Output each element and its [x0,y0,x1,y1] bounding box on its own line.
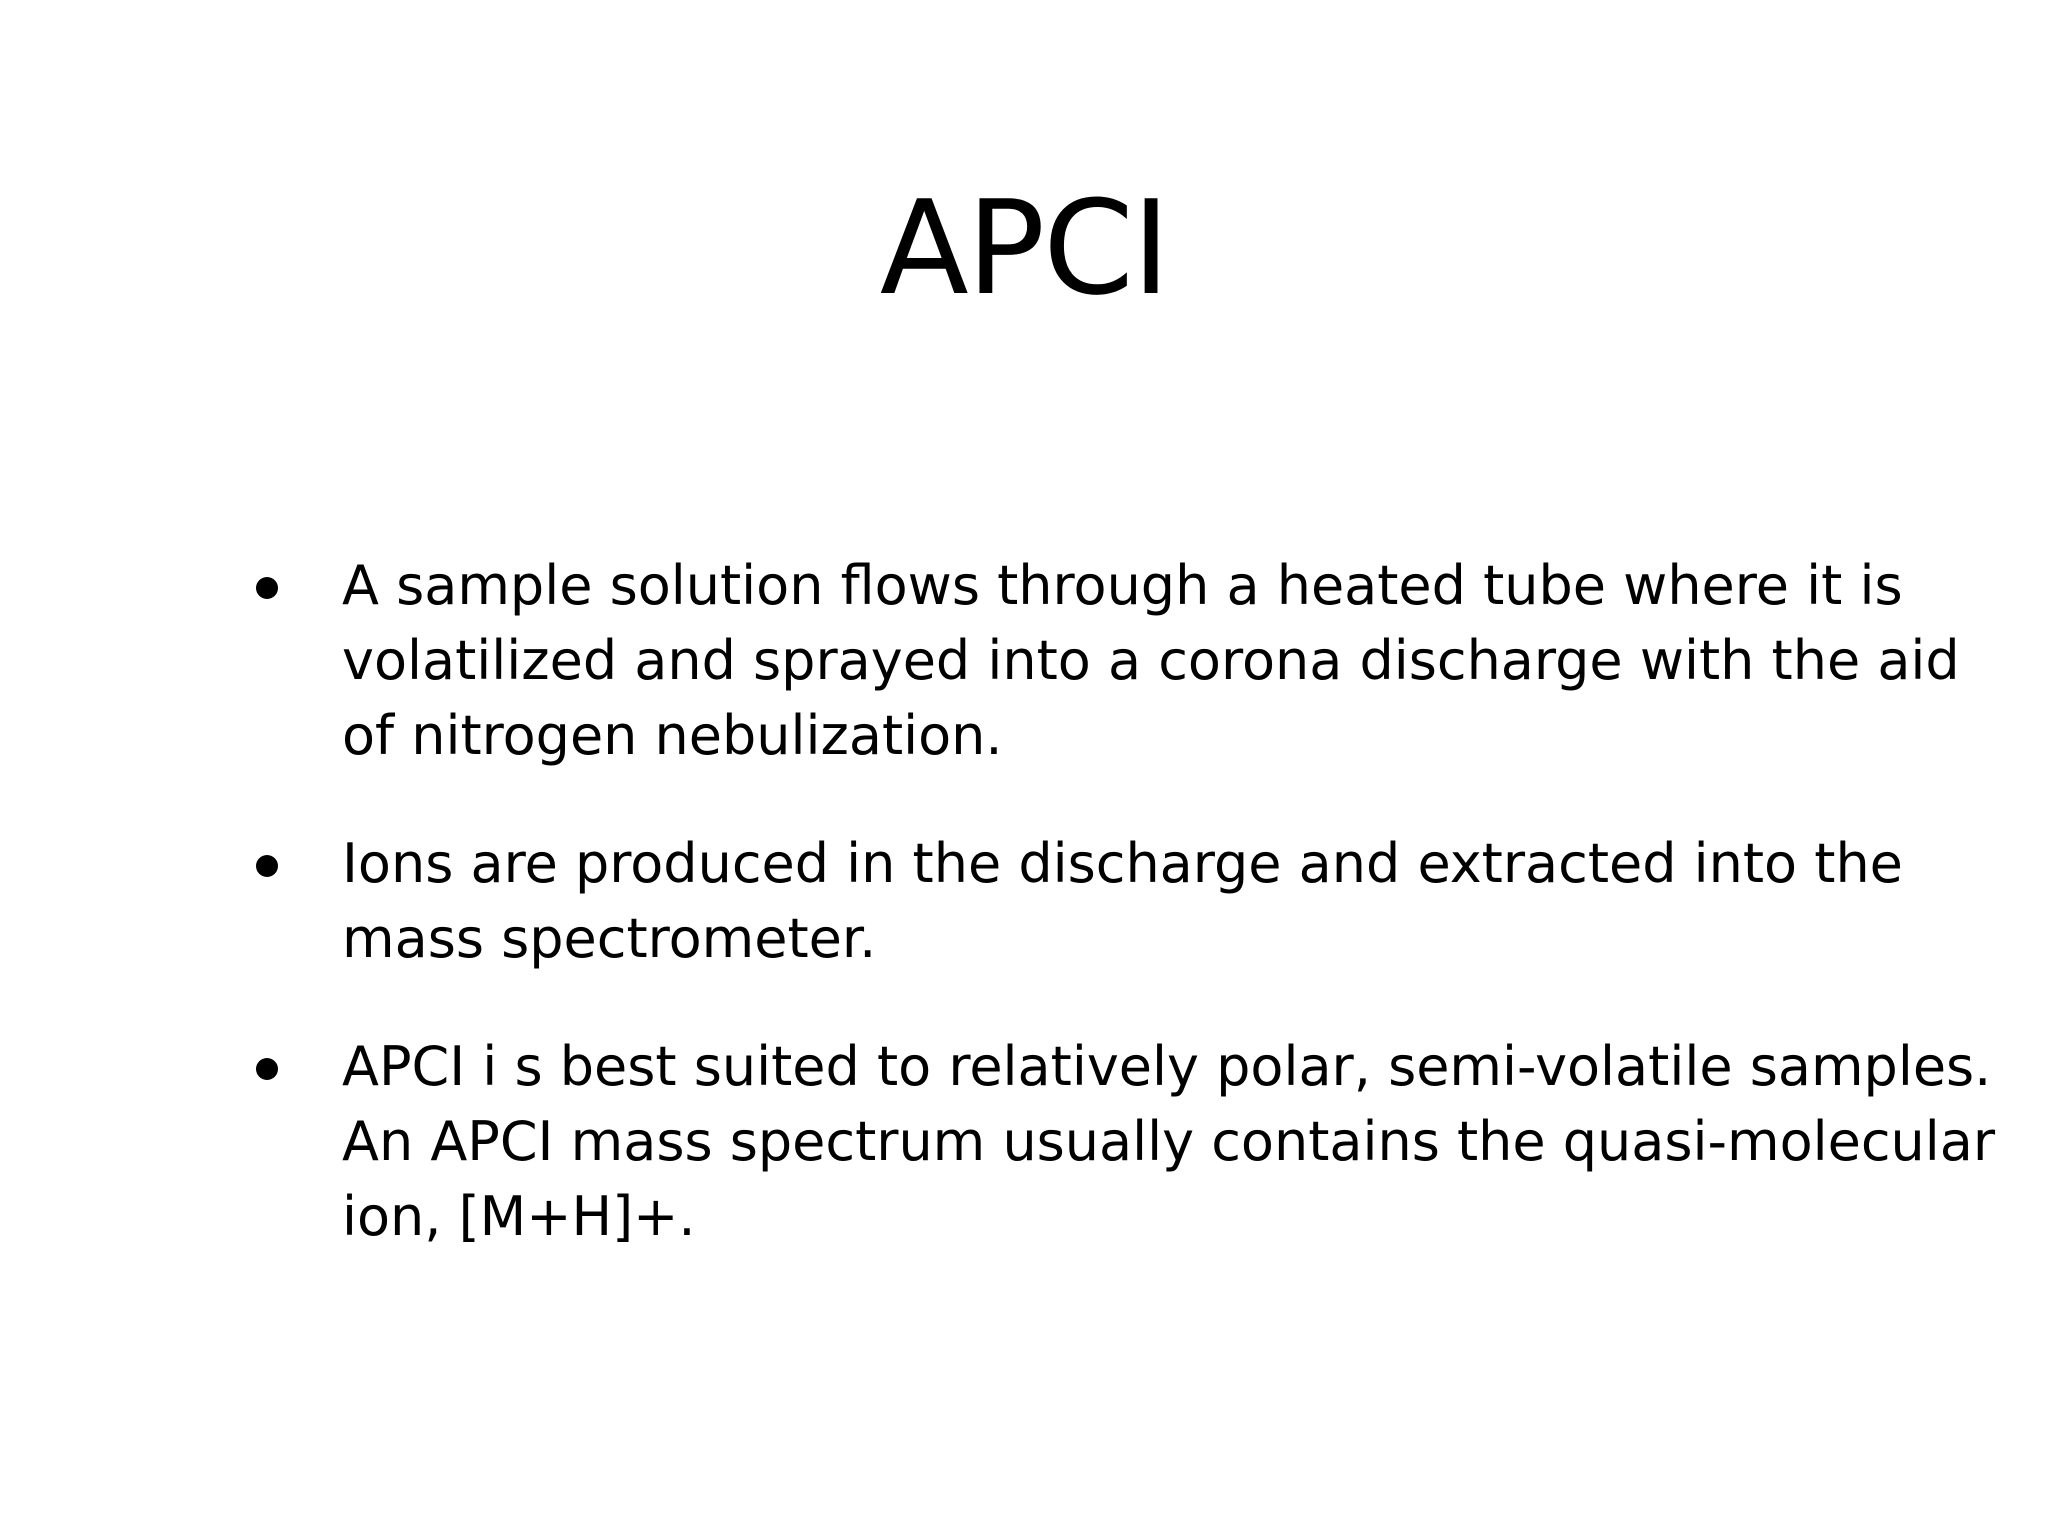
bullet-text-line: APCI i s best suited to relatively polar, semi-volatile samples. [342,1035,1992,1098]
bullet-text-line: of nitrogen nebulization. [342,704,1003,767]
bullet-text-line: ion, [M+H]+. [342,1185,696,1248]
bullet-dot-icon [256,577,278,599]
bullet-item [250,1029,1996,1254]
bullet-text-line: volatilized and sprayed into a corona discharge with the aid [342,629,1960,692]
bullet-dot-icon [256,1058,278,1080]
bullet-text-line: An APCI mass spectrum usually contains the quasi-molecular [342,1110,1996,1173]
bullet-text-line: A sample solution flows through a heated tube where it is [342,554,1903,617]
bullet-text-line: mass spectrometer. [342,907,877,970]
bullet-item [250,826,1903,976]
bullet-text-line: Ions are produced in the discharge and extracted into the [342,832,1903,895]
bullet-list [250,548,1996,1307]
bullet-item [250,548,1960,773]
slide-title: APCI [879,172,1169,324]
bullet-dot-icon [256,855,278,877]
